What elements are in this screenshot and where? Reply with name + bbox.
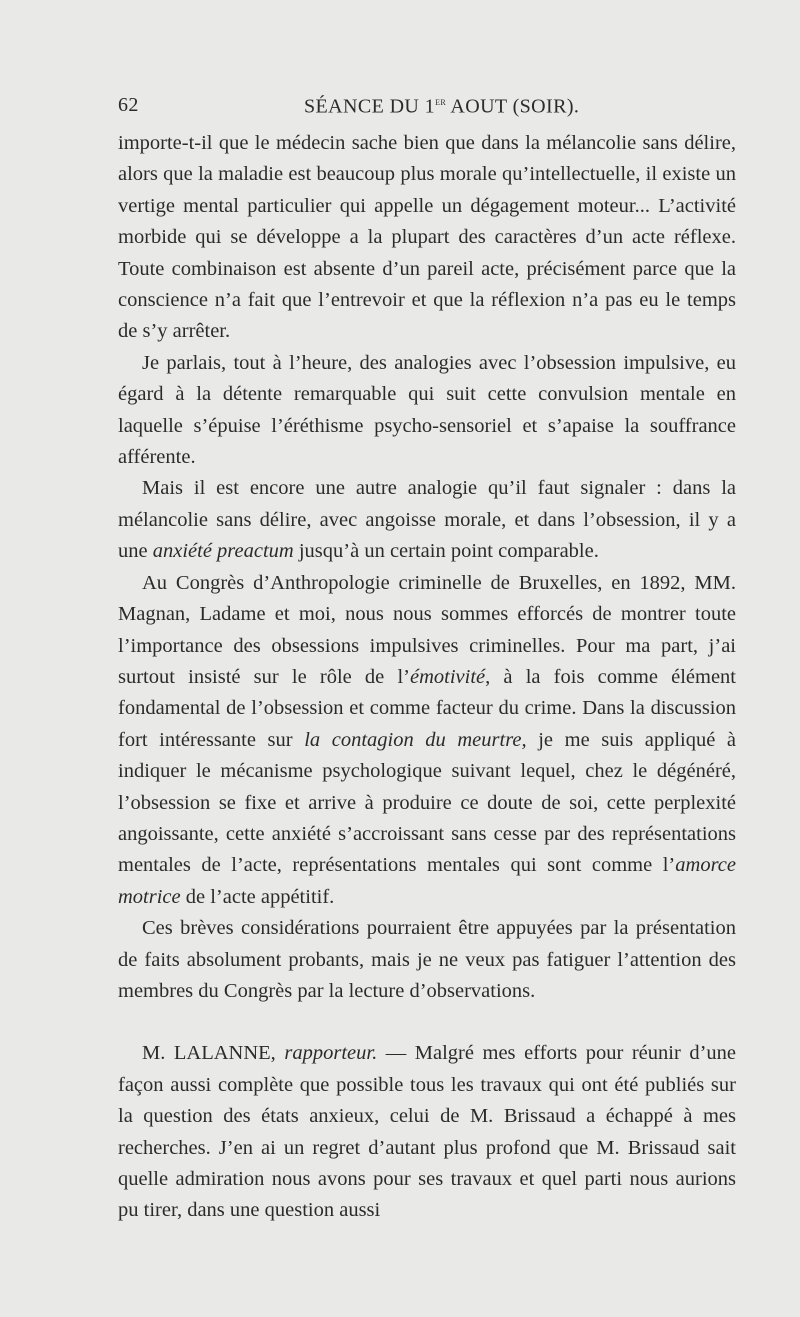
paragraph-text: — Malgré mes efforts pour réunir d’une façon aussi complète que possible tous les travaux qui ont été publiés sur la question des états anxieux, celui de M. Brissaud a échappé à mes recherches. J’en ai un regret d’autant plus profond que M. Brissaud sait quelle admiration nous avons pour ses travaux et quel parti nous aurions pu tirer, dans une question aussi (118, 1042, 737, 1222)
running-title (304, 94, 579, 119)
page-number: 62 (118, 94, 139, 116)
body-text (118, 128, 736, 1227)
speaker-role: rapporteur. (284, 1042, 378, 1065)
paragraph-brussels-congress (118, 568, 736, 913)
italic-term: la contagion du meurtre, (304, 728, 527, 751)
italic-term: amorce motrice (118, 854, 736, 908)
paragraph-text: je me suis appliqué à indiquer le mécanisme psychologique suivant lequel, chez le dégénéré, l’obsession se fixe et arrive à produire ce doute de soi, cette perplexité angoissante, cette anxiété s’accroissant sans cesse par des représentations mentales de l’acte, représentations mentales qui sont comme l’ (118, 728, 737, 877)
italic-term: anxiété preactum (152, 540, 294, 563)
paragraph-text: Au Congrès d’Anthropologie criminelle de Bruxelles, en 1892, MM. Magnan, Ladame et moi, nous nous sommes efforcés de montrer toute l’importance des obsessions impulsives criminelles. Pour ma part, j’ai surtout insisté sur le rôle de l’ (118, 571, 736, 688)
italic-term: émotivité (409, 665, 486, 688)
paragraph-text: Mais il est encore une autre analogie qu’il faut signaler : dans la mélancolie sans délire, avec angoisse morale, et dans l’obsession, il y a une (118, 477, 736, 563)
paragraph-text: , à la fois comme élément fondamental de l’obsession et comme facteur du crime. Dans la discussion fort intéressante sur (118, 665, 736, 751)
paragraph-continuation: importe-t-il que le médecin sache bien que dans la mélancolie sans délire, alors que la maladie est beaucoup plus morale qu’intellectuelle, il existe un vertige mental particulier qui appelle un dégagement moteur... L’activité morbide qui se développe a la plupart des caractères d’un acte réflexe. Toute combinaison est absente d’un pareil acte, précisément parce que la conscience n’a fait que l’entrevoir et que la réflexion n’a pas eu le temps de s’y arrêter. (118, 132, 736, 343)
paragraph-considerations: Ces brèves considérations pourraient être appuyées par la présentation de faits absolument probants, mais je ne veux pas fatiguer l’attention des membres du Congrès par la lecture d’observations. (118, 917, 736, 1002)
paragraph-text: de l’acte appétitif. (180, 885, 335, 908)
paragraph-text: jusqu’à un certain point comparable. (293, 540, 599, 563)
running-title-main: SÉANCE DU 1 (304, 95, 436, 118)
paragraph-impulsive-obsession: Je parlais, tout à l’heure, des analogies avec l’obsession impulsive, eu égard à la détente remarquable qui suit cette convulsion mentale en laquelle s’épuise l’éréthisme psycho-sensoriel et s’apaise la souffrance afférente. (118, 351, 736, 469)
running-title-superscript: er (435, 94, 447, 108)
running-title-end: AOUT (SOIR). (446, 95, 580, 118)
paragraph-lalanne (118, 1038, 736, 1226)
paragraph-anxiety-analogy (118, 473, 736, 567)
running-head (118, 94, 736, 124)
speaker-name: M. LALANNE, (142, 1042, 276, 1065)
